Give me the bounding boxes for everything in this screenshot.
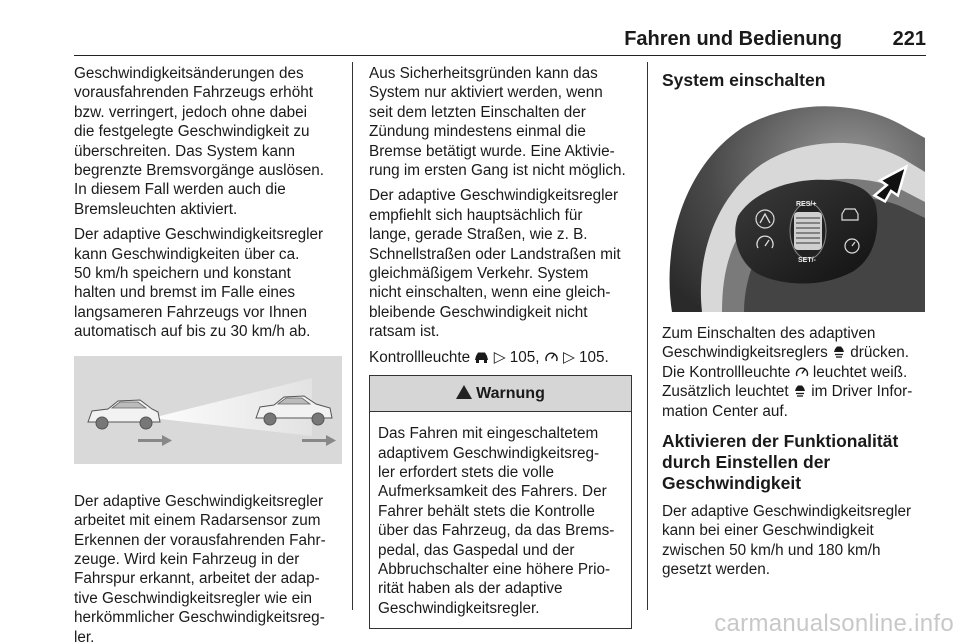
paragraph-recommendation: Der adaptive Geschwindigkeitsregler empfiehlt sich hauptsächlich für lange, gerade Straßen, wie z. B. Schnellstraßen oder Landstraßen mit gleichmäßigem Verkehr. System nicht einschalten, wenn eine gleich‐ bleibende Geschwindigkeit nicht ratsam ist.: [369, 187, 621, 341]
adaptive-cruise-indicator-icon: [793, 384, 807, 397]
paragraph-speed-range: Der adaptive Geschwindigkeitsregler kann Geschwindigkeiten über ca. 50 km/h speichern und konstant halten und bremst im Falle eines langsameren Fahrzeugs vor Ihnen automatisch auf bis zu 30 km/h ab.: [74, 226, 324, 341]
adaptive-cruise-button-icon: [832, 345, 846, 358]
warning-text: Das Fahren mit eingeschaltetem adaptivem Geschwindigkeitsreg‐ ler erfordert stets die volle Aufmerksamkeit des Fahrers. Der Fahrer behält stets die Kontrolle über das Fahrzeug, da das Brems‐ pedal, das Gaspedal und der Abbruchschalter eine höhere Prio‐ rität haben als der adaptive Geschwindigkeitsregler.: [378, 425, 615, 617]
paragraph-safety: Aus Sicherheitsgründen kann das System nur aktiviert werden, wenn seit dem letzten Einschalten der Zündung mindestens einmal die Bremse betätigt wurde. Eine Aktivie‐ rung im ersten Gang ist nicht möglich.: [369, 65, 626, 180]
header-rule: [74, 55, 926, 56]
vehicle-ahead-icon: [474, 351, 489, 363]
steering-wheel-illustration: [662, 98, 925, 312]
warning-header: [370, 376, 631, 412]
ref-arrow-icon: ▷: [563, 348, 575, 366]
column-divider-2: [647, 62, 648, 610]
res-button-label: RES/+: [796, 201, 817, 208]
column-divider-1: [352, 62, 353, 610]
ref-arrow-icon: ▷: [493, 348, 506, 366]
paragraph-radar-sensor: Der adaptive Geschwindigkeitsregler arbeitet mit einem Radarsensor zum Erkennen der vorausfahrenden Fahr‐ zeuge. Wird kein Fahrzeug in der Fahrspur erkannt, arbeitet der adap‐ tive Geschwindigkeitsregler wie ein herkömmlicher Geschwindigkeitsreg‐ ler.: [74, 492, 326, 642]
cruise-control-icon: [544, 350, 559, 363]
header-title: Fahren und Bedienung: [624, 28, 842, 50]
paragraph-speed-set-range: Der adaptive Geschwindigkeitsregler kann bei einer Geschwindigkeit zwischen 50 km/h und 180 km/h gesetzt werden.: [662, 503, 912, 579]
page-reference-link-1[interactable]: 105: [509, 348, 536, 366]
page-header: [74, 24, 926, 54]
paragraph-activation: Zum Einschalten des adaptiven Geschwindigkeitsreglers drücken. Die Kontrollleuchte leuchtet weiß. Zusätzlich leuchtet im Driver Infor‐ mation Center auf.: [662, 325, 913, 420]
paragraph-speed-changes: Geschwindigkeitsänderungen des vorausfahrenden Fahrzeugs erhöht bzw. verringert, jedoch ohne dabei die festgelegte Geschwindigkeit zu überschreiten. Das System kann begrenzte Bremsvorgänge auslösen. In diesem Fall werden auch die Bremsleuchten aktiviert.: [74, 65, 325, 218]
radar-cars-icon: [74, 356, 342, 464]
steering-wheel-icon: [662, 98, 925, 312]
column-2: [369, 64, 634, 629]
column-1: [74, 64, 344, 642]
indicator-reference-line: Kontrollleuchte ▷ 105, ▷ 105.: [369, 348, 609, 366]
watermark: carmanualsonline.info: [714, 610, 954, 637]
column-3: [662, 64, 928, 586]
page-number: 221: [892, 28, 926, 50]
warning-title: Warnung: [476, 385, 545, 403]
page-reference-link-2[interactable]: 105: [579, 348, 605, 366]
heading-system-einschalten: System einschalten: [662, 70, 826, 90]
heading-activate-function: Aktivieren der Funktionalität durch Einstellen der Geschwindigkeit: [662, 431, 899, 494]
cruise-control-icon: [795, 365, 809, 378]
radar-illustration: [74, 356, 342, 464]
warning-box: [369, 375, 632, 629]
warning-triangle-icon: [456, 385, 472, 399]
set-button-label: SET/-: [798, 257, 816, 264]
